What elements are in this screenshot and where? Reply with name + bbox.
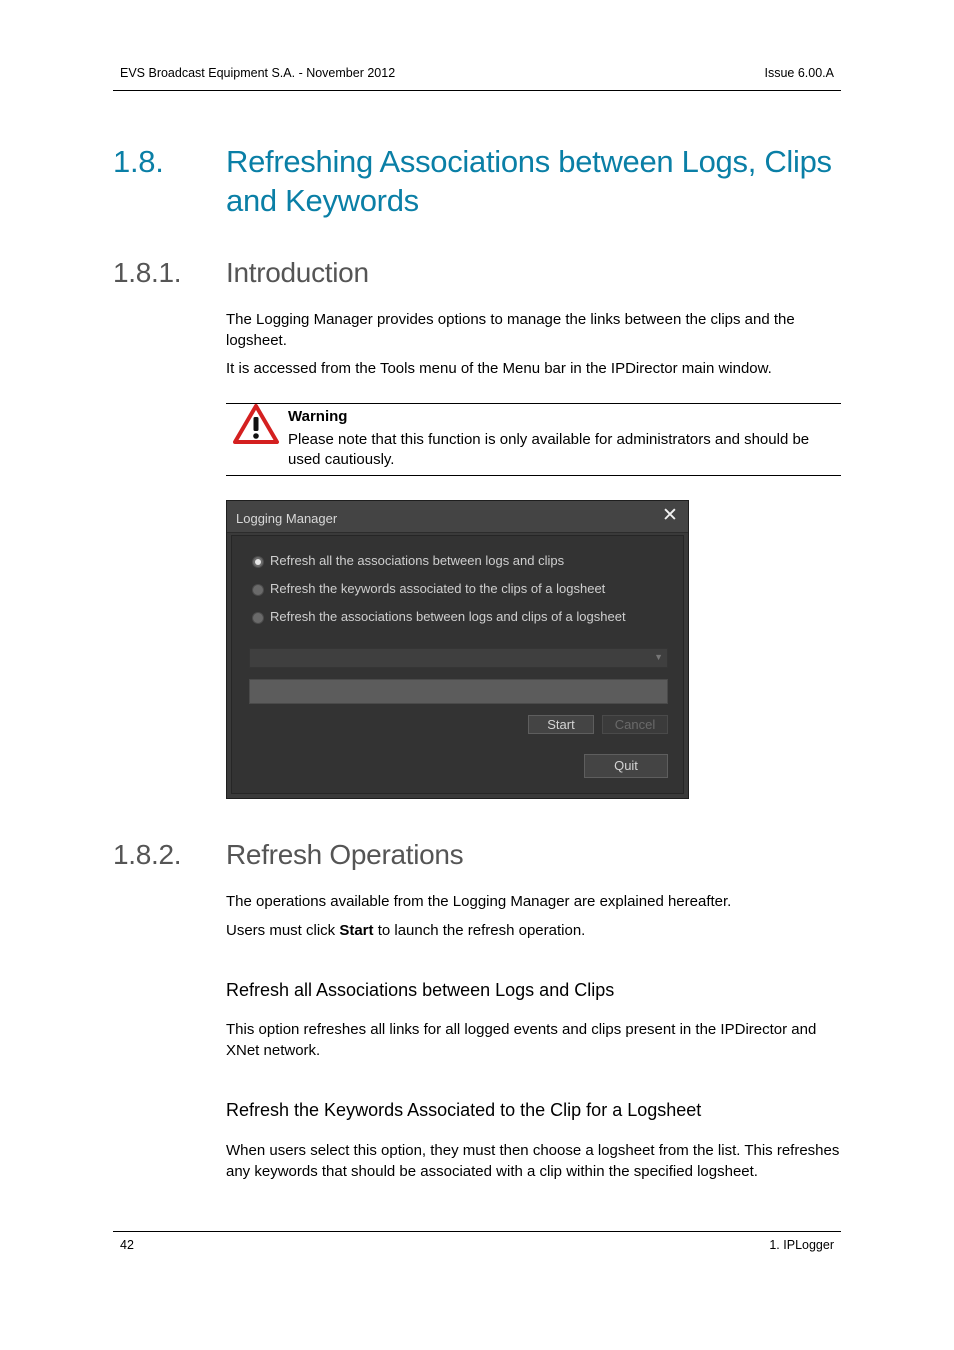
section-title: Refreshing Associations between Logs, Clips and Keywords [226,144,832,218]
close-icon[interactable]: ✕ [662,505,678,526]
dialog-title-bar [227,501,688,533]
dialog-body [231,535,684,794]
footer-chapter: 1. IPLogger [769,1238,834,1252]
quit-button[interactable]: Quit [584,754,668,778]
intro-paragraph-1: The Logging Manager provides options to manage the links between the clips and the logsheet. [226,311,795,349]
dialog-title: Logging Manager [236,511,338,526]
sub1-paragraph: This option refreshes all links for all logged events and clips present in the IPDirector and XNet network. [226,1021,817,1059]
ops-paragraph-2 [226,920,841,941]
ops-paragraph-2-post: to launch the refresh operation. [373,922,586,939]
intro-title: Introduction [226,257,369,288]
radio-button-selected[interactable] [252,556,264,568]
intro-paragraph-2: It is accessed from the Tools menu of the Menu bar in the IPDirector main window. [226,360,772,377]
sub2-paragraph: When users select this option, they must then choose a logsheet from the list. This refreshes any keywords that should be associated with a clip within the specified logsheet. [226,1142,840,1180]
start-button[interactable]: Start [528,715,594,734]
option-label: Refresh all the associations between logs and clips [270,553,565,568]
page-header-left: EVS Broadcast Equipment S.A. - November 2012 [120,66,396,80]
warning-top-rule [226,403,841,404]
sub2-heading: Refresh the Keywords Associated to the Clip for a Logsheet [226,1100,702,1120]
option-label: Refresh the associations between logs and clips of a logsheet [270,609,626,624]
chevron-down-icon: ▼ [654,652,663,662]
sub1-heading: Refresh all Associations between Logs and Clips [226,980,615,1000]
page-number: 42 [120,1238,134,1252]
header-rule [113,90,841,91]
cancel-button[interactable]: Cancel [602,715,668,734]
start-term: Start [339,922,374,939]
progress-bar [249,679,668,704]
warning-bottom-rule [226,475,841,476]
ops-number: 1.8.2. [113,839,182,870]
logging-manager-dialog [226,500,689,799]
ops-paragraph-1: The operations available from the Logging Manager are explained hereafter. [226,893,732,910]
option-label: Refresh the keywords associated to the clips of a logsheet [270,581,606,596]
warning-icon [232,403,280,445]
ops-paragraph-2-pre: Users must click [226,922,340,939]
intro-number: 1.8.1. [113,257,182,288]
warning-body: Please note that this function is only available for administrators and should be used cautiously. [288,431,810,468]
section-number: 1.8. [113,144,164,179]
ops-title: Refresh Operations [226,839,464,870]
radio-button[interactable] [252,584,264,596]
radio-button[interactable] [252,612,264,624]
page-header-right: Issue 6.00.A [764,66,834,80]
footer-rule [113,1231,841,1232]
logsheet-dropdown[interactable] [249,648,668,668]
warning-title: Warning [288,408,348,425]
